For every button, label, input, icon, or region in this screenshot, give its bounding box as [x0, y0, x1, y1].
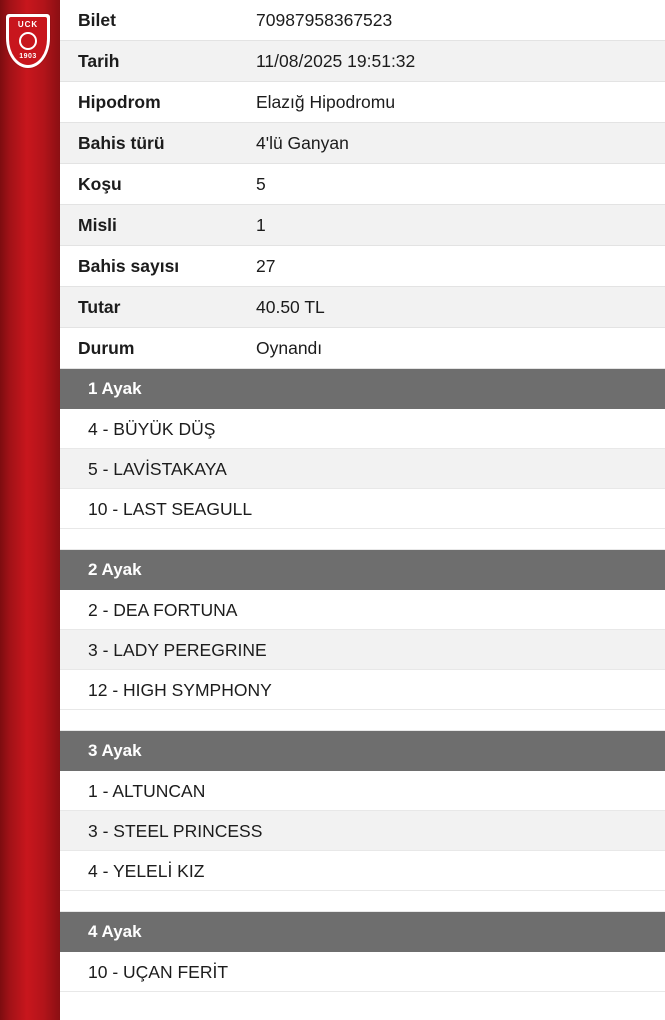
- row-value: Elazığ Hipodromu: [256, 82, 665, 123]
- table-row: [60, 82, 665, 123]
- leg-list-1: [60, 409, 665, 550]
- list-item[interactable]: 10 - LAST SEAGULL: [60, 489, 665, 529]
- club-logo: [6, 14, 54, 70]
- table-row: [60, 246, 665, 287]
- leg-header-2: 2 Ayak: [60, 550, 665, 590]
- ticket-content: [60, 0, 665, 1020]
- row-value: 70987958367523: [256, 0, 665, 41]
- crest-bottom-text: 1903: [19, 53, 37, 60]
- row-value: 11/08/2025 19:51:32: [256, 41, 665, 82]
- list-item[interactable]: 2 - DEA FORTUNA: [60, 590, 665, 630]
- table-row: [60, 328, 665, 369]
- table-row: [60, 164, 665, 205]
- table-row: [60, 205, 665, 246]
- table-row: [60, 123, 665, 164]
- leg-list-3: [60, 771, 665, 912]
- row-label: Misli: [60, 205, 256, 246]
- row-label: Bahis sayısı: [60, 246, 256, 287]
- table-row: [60, 41, 665, 82]
- table-row: [60, 0, 665, 41]
- row-value: 1: [256, 205, 665, 246]
- list-item[interactable]: 12 - HIGH SYMPHONY: [60, 670, 665, 710]
- leg-list-4: [60, 952, 665, 992]
- list-item[interactable]: 5 - LAVİSTAKAYA: [60, 449, 665, 489]
- leg-header-4: 4 Ayak: [60, 912, 665, 952]
- row-value: 4'lü Ganyan: [256, 123, 665, 164]
- crest-top-text: UCK: [17, 20, 39, 29]
- list-item[interactable]: 1 - ALTUNCAN: [60, 771, 665, 811]
- crest-ring-icon: [19, 32, 37, 50]
- row-label: Tutar: [60, 287, 256, 328]
- leg-spacer: [60, 529, 665, 550]
- row-value: 40.50 TL: [256, 287, 665, 328]
- leg-spacer: [60, 710, 665, 731]
- list-item[interactable]: 10 - UÇAN FERİT: [60, 952, 665, 992]
- leg-header-3: 3 Ayak: [60, 731, 665, 771]
- list-item[interactable]: 3 - STEEL PRINCESS: [60, 811, 665, 851]
- leg-list-2: [60, 590, 665, 731]
- crest-shield-icon: [6, 14, 50, 68]
- ticket-info-table: [60, 0, 665, 369]
- leg-header-1: 1 Ayak: [60, 369, 665, 409]
- row-value: Oynandı: [256, 328, 665, 369]
- row-value: 5: [256, 164, 665, 205]
- list-item[interactable]: 4 - BÜYÜK DÜŞ: [60, 409, 665, 449]
- row-label: Durum: [60, 328, 256, 369]
- row-label: Koşu: [60, 164, 256, 205]
- left-brand-rail: [0, 0, 60, 1020]
- row-value: 27: [256, 246, 665, 287]
- table-row: [60, 287, 665, 328]
- row-label: Tarih: [60, 41, 256, 82]
- row-label: Hipodrom: [60, 82, 256, 123]
- list-item[interactable]: 4 - YELELİ KIZ: [60, 851, 665, 891]
- list-item[interactable]: 3 - LADY PEREGRINE: [60, 630, 665, 670]
- leg-spacer: [60, 891, 665, 912]
- row-label: Bahis türü: [60, 123, 256, 164]
- row-label: Bilet: [60, 0, 256, 41]
